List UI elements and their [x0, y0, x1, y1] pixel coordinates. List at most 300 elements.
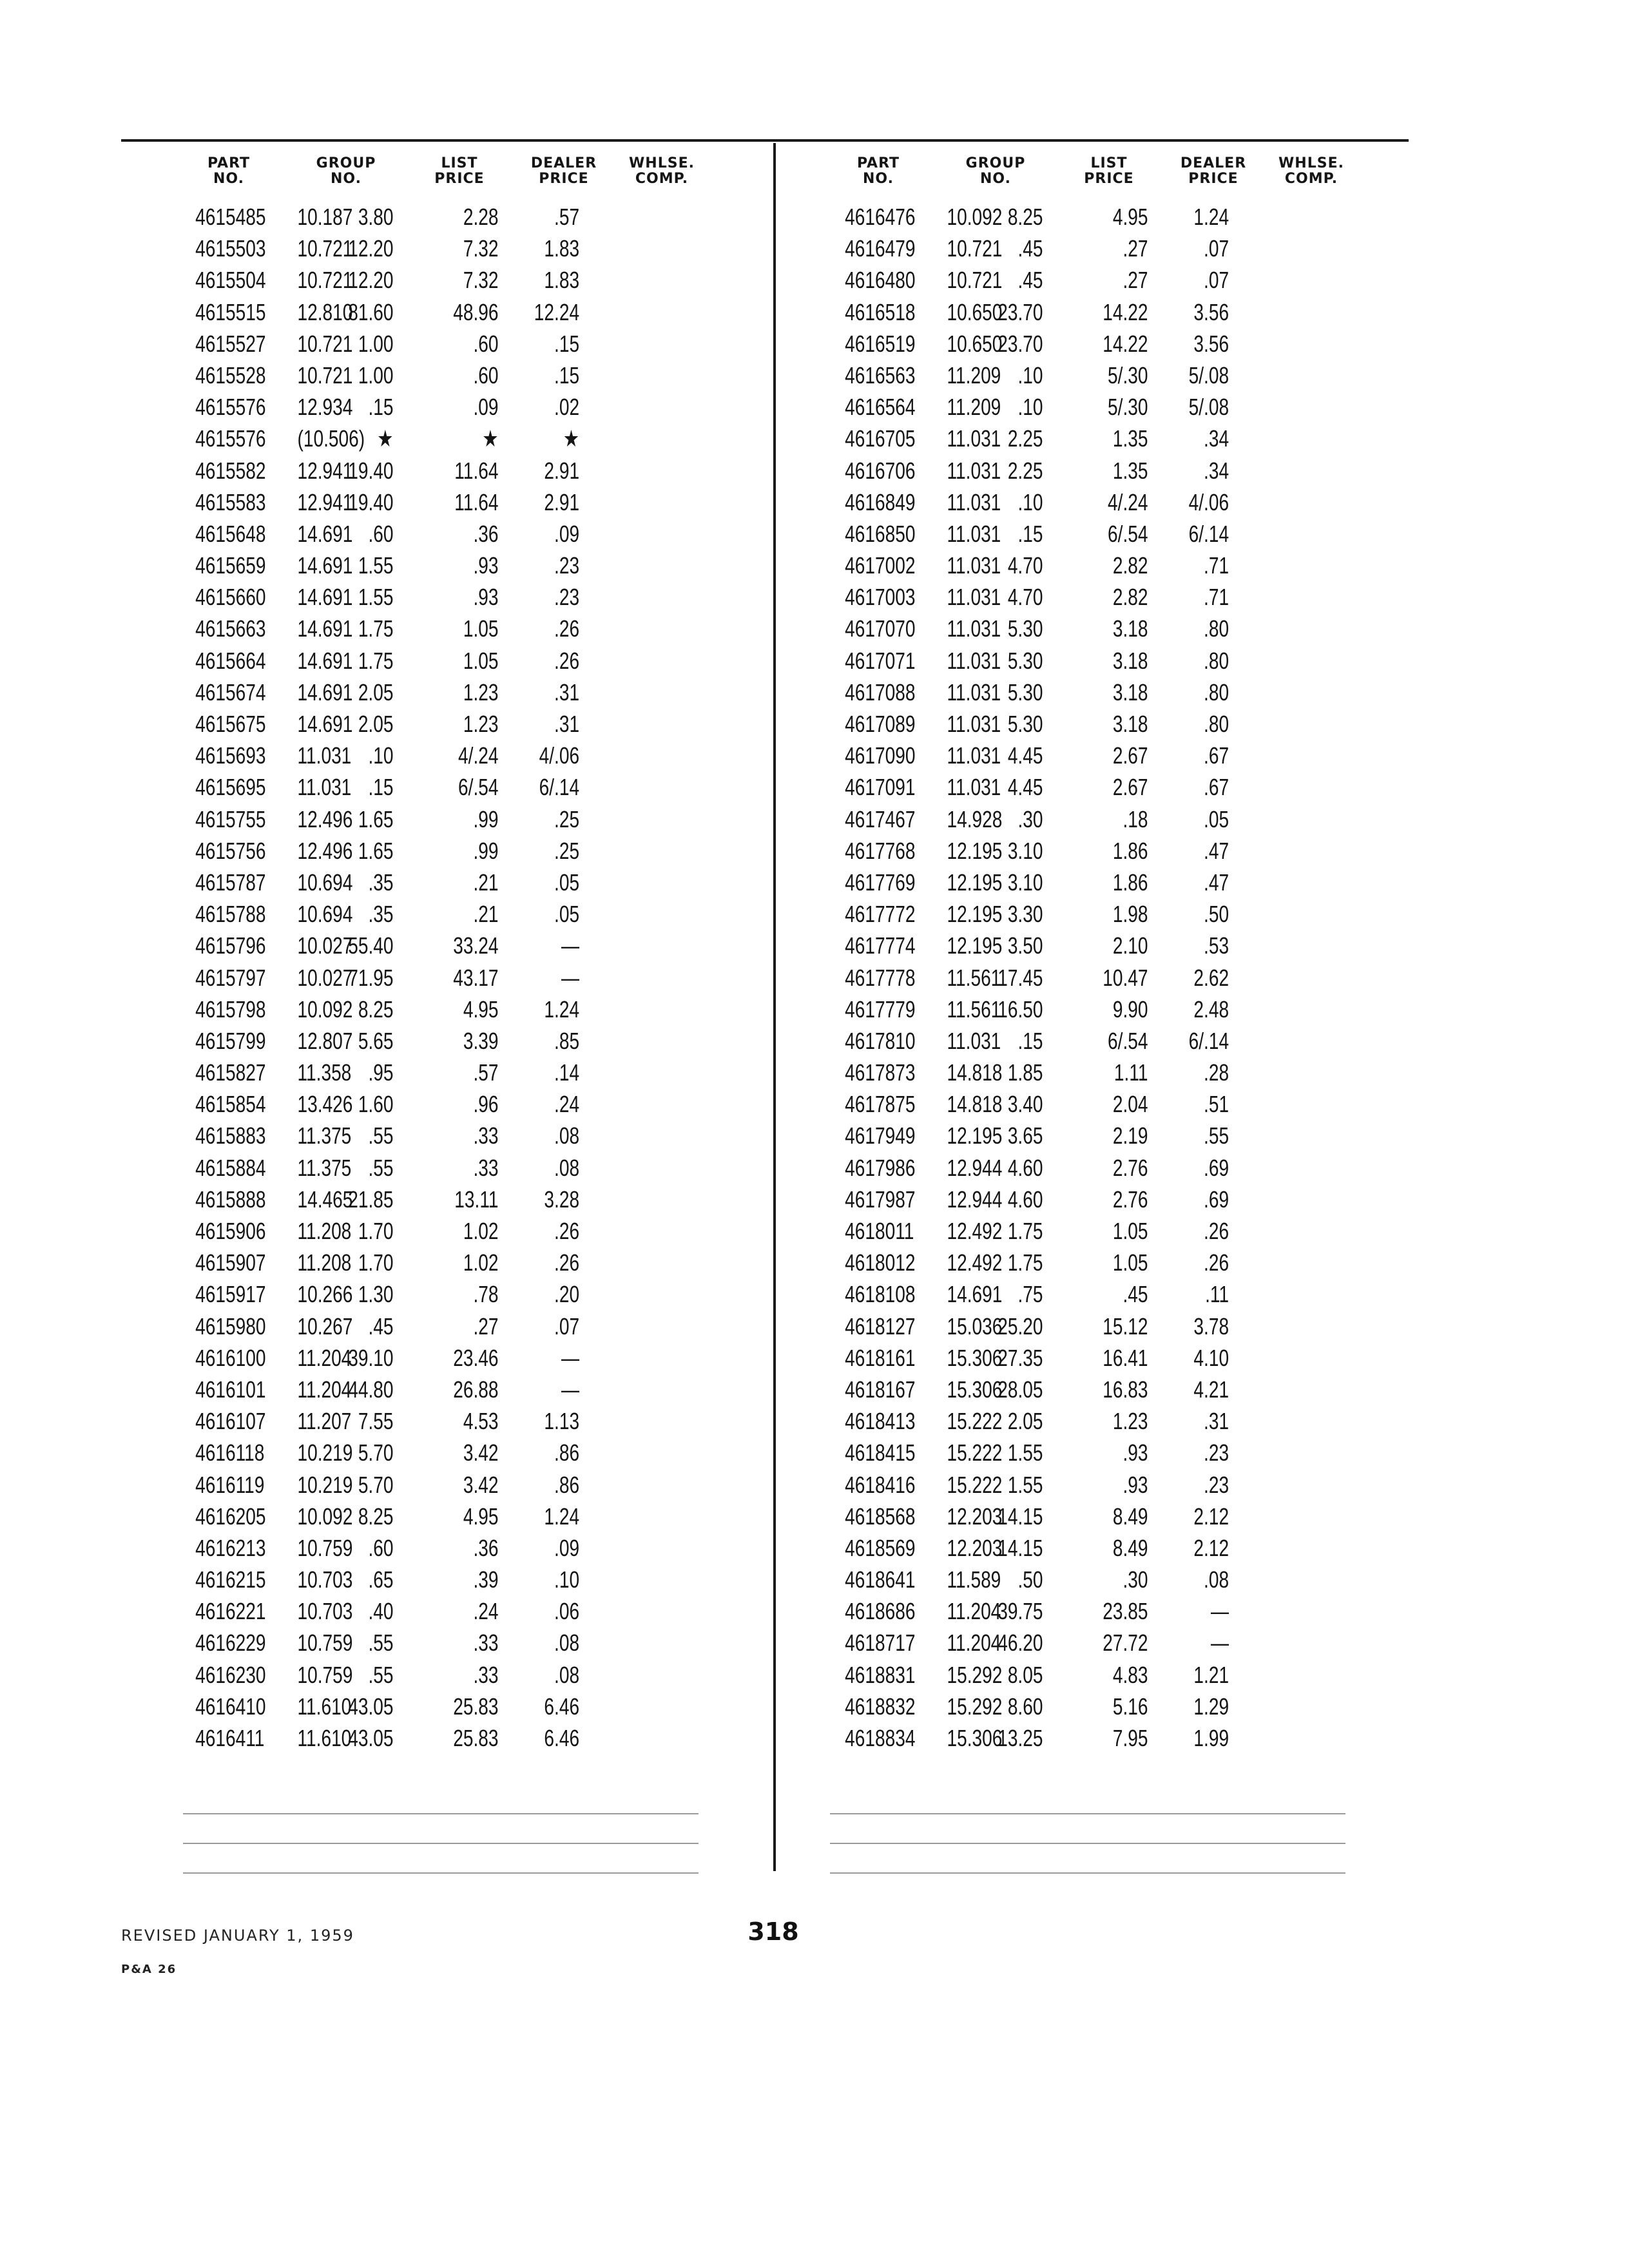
dealer-price-cell: 16.41: [1103, 1344, 1148, 1371]
whlse-comp-cell: ★: [563, 425, 580, 452]
dealer-price-cell: 1.23: [1112, 1408, 1148, 1435]
part-number-cell: 4616706: [845, 457, 916, 484]
list-price-cell: 3.50: [1007, 932, 1043, 959]
table-row: [184, 1184, 737, 1215]
part-number-cell: 4618568: [845, 1503, 916, 1530]
part-number-cell: 4616229: [195, 1629, 266, 1657]
part-number-cell: 4616480: [845, 267, 916, 294]
part-number-cell: 4617873: [845, 1059, 916, 1086]
part-number-cell: 4618834: [845, 1725, 916, 1751]
table-row: [184, 1278, 737, 1310]
table-row: [834, 962, 1387, 994]
list-price-cell: .55: [368, 1122, 394, 1149]
whlse-comp-cell: .25: [554, 805, 580, 832]
header-part-no: PART NO.: [207, 155, 251, 187]
table-row: [834, 1691, 1387, 1722]
part-number-cell: 4616564: [845, 394, 916, 421]
whlse-comp-cell: .08: [554, 1154, 580, 1181]
dealer-price-cell: .93: [1123, 1439, 1148, 1466]
group-number-cell: 15.306: [947, 1725, 1003, 1751]
form-code: P&A 26: [121, 1963, 177, 1976]
list-price-cell: 1.55: [358, 584, 394, 611]
whlse-comp-cell: .31: [554, 711, 580, 737]
group-number-cell: 11.358: [297, 1059, 352, 1086]
table-row: [834, 581, 1387, 613]
dealer-price-cell: ★: [482, 425, 499, 452]
list-price-cell: 4.70: [1007, 552, 1043, 579]
whlse-comp-cell: .80: [1204, 647, 1229, 674]
dealer-price-cell: 3.42: [463, 1439, 499, 1466]
list-price-cell: 19.40: [348, 488, 394, 515]
list-price-cell: 1.70: [358, 1218, 394, 1244]
list-price-cell: .35: [368, 901, 394, 928]
dealer-price-cell: 7.32: [463, 267, 499, 294]
dealer-price-cell: 5/.30: [1108, 394, 1148, 421]
table-row: [184, 233, 737, 264]
group-number-cell: 10.027: [297, 932, 353, 959]
group-number-cell: 12.195: [947, 1122, 1003, 1149]
whlse-comp-cell: .26: [1204, 1218, 1229, 1244]
part-number-cell: 4618011: [845, 1218, 914, 1244]
whlse-comp-cell: .10: [554, 1566, 580, 1593]
table-row: [184, 201, 737, 233]
list-price-cell: 46.20: [998, 1629, 1043, 1657]
list-price-cell: 8.25: [1007, 204, 1043, 230]
table-row: [184, 1564, 737, 1595]
list-price-cell: .95: [368, 1059, 394, 1086]
part-number-cell: 4617003: [845, 584, 916, 611]
dealer-price-cell: 4/.24: [1108, 488, 1148, 515]
group-number-cell: 12.203: [947, 1534, 1003, 1561]
whlse-comp-cell: 5/.08: [1188, 394, 1229, 421]
whlse-comp-cell: .25: [554, 837, 580, 864]
whlse-comp-cell: .26: [554, 615, 580, 642]
part-number-cell: 4616410: [195, 1693, 266, 1720]
table-row: [834, 1659, 1387, 1691]
dealer-price-cell: 2.82: [1112, 552, 1148, 579]
dealer-price-cell: 1.05: [1112, 1249, 1148, 1276]
whlse-comp-cell: .07: [1204, 235, 1229, 262]
table-row: [834, 1025, 1387, 1057]
dealer-price-cell: .21: [473, 901, 499, 928]
part-number-cell: 4615917: [195, 1281, 266, 1308]
dealer-price-cell: .57: [473, 1059, 499, 1086]
list-price-cell: 39.75: [998, 1598, 1043, 1625]
part-number-cell: 4615583: [195, 488, 266, 515]
group-number-cell: 11.031: [947, 584, 1001, 611]
table-row: [834, 264, 1387, 296]
whlse-comp-cell: 3.28: [544, 1186, 580, 1213]
part-number-cell: 4618641: [845, 1566, 916, 1593]
group-number-cell: 12.492: [947, 1218, 1003, 1244]
header-list-price: LIST PRICE: [1084, 155, 1134, 187]
table-row: [184, 360, 737, 391]
table-row: [184, 930, 737, 961]
whlse-comp-cell: 3.56: [1193, 330, 1229, 357]
table-row: [834, 1057, 1387, 1088]
whlse-comp-cell: .51: [1204, 1091, 1229, 1118]
dealer-price-cell: 3.18: [1112, 678, 1148, 706]
revision-date: REVISED JANUARY 1, 1959: [121, 1927, 354, 1945]
dealer-price-cell: .27: [1123, 267, 1148, 294]
whlse-comp-cell: .26: [554, 647, 580, 674]
group-number-cell: 10.694: [297, 869, 353, 896]
list-price-cell: .10: [368, 742, 394, 769]
dealer-price-cell: .18: [1123, 805, 1148, 832]
table-row: [834, 1437, 1387, 1468]
part-number-cell: 4615888: [195, 1186, 266, 1213]
list-price-cell: 43.05: [348, 1725, 394, 1751]
part-number-cell: 4615528: [195, 361, 266, 389]
group-number-cell: 11.031: [947, 711, 1001, 737]
table-row: [834, 1088, 1387, 1120]
list-price-cell: .75: [1017, 1281, 1043, 1308]
part-number-cell: 4615755: [195, 805, 266, 832]
dealer-price-cell: 3.18: [1112, 647, 1148, 674]
list-price-cell: 1.75: [1007, 1218, 1043, 1244]
group-number-cell: 11.031: [947, 425, 1001, 452]
table-row: [184, 898, 737, 930]
group-number-cell: 11.031: [297, 742, 352, 769]
list-price-cell: 4.60: [1007, 1154, 1043, 1181]
table-row: [834, 1469, 1387, 1501]
list-price-cell: .50: [1017, 1566, 1043, 1593]
left-price-table: [184, 143, 893, 1754]
whlse-comp-cell: 1.29: [1193, 1693, 1229, 1720]
dealer-price-cell: 2.19: [1112, 1122, 1148, 1149]
dealer-price-cell: 26.88: [453, 1376, 499, 1403]
dealer-price-cell: 7.32: [463, 235, 499, 262]
dealer-price-cell: .39: [473, 1566, 499, 1593]
group-number-cell: 11.610: [297, 1693, 352, 1720]
part-number-cell: 4616100: [195, 1344, 266, 1371]
whlse-comp-cell: 2.12: [1193, 1503, 1229, 1530]
group-number-cell: 15.306: [947, 1376, 1003, 1403]
list-price-cell: 1.75: [358, 647, 394, 674]
list-price-cell: 3.80: [358, 204, 394, 230]
list-price-cell: 1.30: [358, 1281, 394, 1308]
table-row: [834, 803, 1387, 835]
dealer-price-cell: .30: [1123, 1566, 1148, 1593]
group-number-cell: 13.426: [297, 1091, 353, 1118]
list-price-cell: 5.30: [1007, 647, 1043, 674]
whlse-comp-cell: .02: [554, 394, 580, 421]
table-row: [184, 1311, 737, 1342]
list-price-cell: 14.15: [998, 1534, 1043, 1561]
list-price-cell: 4.45: [1007, 742, 1043, 769]
group-number-cell: 12.496: [297, 837, 353, 864]
table-row: [834, 740, 1387, 771]
part-number-cell: 4617986: [845, 1154, 916, 1181]
list-price-cell: .10: [1017, 361, 1043, 389]
whlse-comp-cell: 1.99: [1193, 1725, 1229, 1751]
list-price-cell: 1.60: [358, 1091, 394, 1118]
group-number-cell: 11.031: [947, 678, 1001, 706]
group-number-cell: 11.031: [947, 520, 1001, 547]
dealer-price-cell: 5/.30: [1108, 361, 1148, 389]
whlse-comp-cell: .23: [1204, 1439, 1229, 1466]
dealer-price-cell: 4.95: [1112, 204, 1148, 230]
dealer-price-cell: .33: [473, 1122, 499, 1149]
group-number-cell: 12.944: [947, 1154, 1003, 1181]
whlse-comp-cell: 2.91: [544, 488, 580, 515]
list-price-cell: .15: [1017, 520, 1043, 547]
part-number-cell: 4617774: [845, 932, 916, 959]
table-row: [184, 1342, 737, 1374]
whlse-comp-cell: 1.13: [544, 1408, 580, 1435]
right-price-table: [834, 143, 1543, 1754]
list-price-cell: 19.40: [348, 457, 394, 484]
list-price-cell: 39.10: [348, 1344, 394, 1371]
dealer-price-cell: .99: [473, 837, 499, 864]
group-number-cell: 12.195: [947, 932, 1003, 959]
dealer-price-cell: 1.98: [1112, 901, 1148, 928]
table-row: [834, 486, 1387, 518]
list-price-cell: 27.35: [998, 1344, 1043, 1371]
part-number-cell: 4615883: [195, 1122, 266, 1149]
dealer-price-cell: .27: [473, 1312, 499, 1340]
group-number-cell: 11.207: [297, 1408, 352, 1435]
list-price-cell: .55: [368, 1154, 394, 1181]
group-number-cell: 15.222: [947, 1439, 1003, 1466]
dealer-price-cell: 2.10: [1112, 932, 1148, 959]
part-number-cell: 4615576: [195, 425, 266, 452]
group-number-cell: 14.818: [947, 1091, 1003, 1118]
table-row: [834, 994, 1387, 1025]
part-number-cell: 4615827: [195, 1059, 266, 1086]
dealer-price-cell: 7.95: [1112, 1725, 1148, 1751]
dealer-price-cell: .45: [1123, 1281, 1148, 1308]
part-number-cell: 4615659: [195, 552, 266, 579]
part-number-cell: 4615675: [195, 711, 266, 737]
table-row: [834, 1311, 1387, 1342]
list-price-cell: 23.70: [998, 298, 1043, 325]
part-number-cell: 4615907: [195, 1249, 266, 1276]
group-number-cell: 11.561: [947, 995, 1001, 1023]
dealer-price-cell: 1.11: [1113, 1059, 1148, 1086]
header-whlse-comp: WHLSE. COMP.: [1278, 155, 1344, 187]
list-price-cell: .15: [368, 394, 394, 421]
list-price-cell: 2.05: [358, 711, 394, 737]
dealer-price-cell: 8.49: [1112, 1534, 1148, 1561]
table-row: [184, 1722, 737, 1754]
whlse-comp-cell: .67: [1204, 742, 1229, 769]
list-price-cell: 55.40: [348, 932, 394, 959]
table-row: [184, 264, 737, 296]
table-row: [184, 296, 737, 328]
whlse-comp-cell: 4.10: [1193, 1344, 1229, 1371]
group-number-cell: 14.691: [297, 711, 353, 737]
whlse-comp-cell: 1.21: [1193, 1661, 1229, 1688]
dealer-price-cell: 33.24: [453, 932, 499, 959]
part-number-cell: 4615799: [195, 1027, 266, 1054]
part-number-cell: 4618127: [845, 1312, 916, 1340]
table-row: [184, 391, 737, 423]
list-price-cell: 43.05: [348, 1693, 394, 1720]
table-row: [184, 613, 737, 644]
dealer-price-cell: 14.22: [1103, 298, 1148, 325]
table-row: [184, 1247, 737, 1278]
part-number-cell: 4617090: [845, 742, 916, 769]
whlse-comp-cell: .80: [1204, 615, 1229, 642]
whlse-comp-cell: .05: [554, 901, 580, 928]
dealer-price-cell: 1.05: [463, 647, 499, 674]
dealer-price-cell: 6/.54: [1108, 1027, 1148, 1054]
table-row: [834, 1501, 1387, 1532]
table-row: [834, 613, 1387, 644]
group-number-cell: 12.944: [947, 1186, 1003, 1213]
dealer-price-cell: 4.53: [463, 1408, 499, 1435]
whlse-comp-cell: .14: [554, 1059, 580, 1086]
header-whlse-comp: WHLSE. COMP.: [629, 155, 695, 187]
dealer-price-cell: 6/.54: [458, 774, 499, 801]
whlse-comp-cell: .34: [1204, 425, 1229, 452]
table-row: [184, 835, 737, 867]
part-number-cell: 4616705: [845, 425, 916, 452]
part-number-cell: 4615503: [195, 235, 266, 262]
dealer-price-cell: 9.90: [1112, 995, 1148, 1023]
whlse-comp-cell: 3.56: [1193, 298, 1229, 325]
header-list-price: LIST PRICE: [434, 155, 485, 187]
dealer-price-cell: 3.39: [463, 1027, 499, 1054]
part-number-cell: 4617772: [845, 901, 916, 928]
table-row: [834, 867, 1387, 898]
list-price-cell: 12.20: [348, 235, 394, 262]
table-row: [184, 1691, 737, 1722]
list-price-cell: 12.20: [348, 267, 394, 294]
list-price-cell: 1.55: [358, 552, 394, 579]
group-number-cell: 14.691: [297, 520, 353, 547]
group-number-cell: 11.031: [297, 774, 352, 801]
part-number-cell: 4616563: [845, 361, 916, 389]
list-price-cell: 8.25: [358, 995, 394, 1023]
table-row: [184, 455, 737, 486]
whlse-comp-cell: 2.12: [1193, 1534, 1229, 1561]
table-row: [834, 1152, 1387, 1184]
table-row: [184, 994, 737, 1025]
part-number-cell: 4615693: [195, 742, 266, 769]
list-price-cell: ★: [377, 425, 394, 452]
dealer-price-cell: 23.46: [453, 1344, 499, 1371]
whlse-comp-cell: 3.78: [1193, 1312, 1229, 1340]
part-number-cell: 4618416: [845, 1471, 916, 1498]
list-price-cell: 5.30: [1007, 711, 1043, 737]
list-price-cell: .45: [1017, 267, 1043, 294]
part-number-cell: 4618717: [845, 1629, 916, 1657]
whlse-comp-cell: .23: [554, 584, 580, 611]
list-price-cell: .30: [1017, 805, 1043, 832]
part-number-cell: 4618832: [845, 1693, 916, 1720]
table-row: [184, 1215, 737, 1247]
dealer-price-cell: 4/.24: [458, 742, 499, 769]
table-row: [834, 233, 1387, 264]
dealer-price-cell: 2.76: [1112, 1154, 1148, 1181]
group-number-cell: 11.204: [297, 1376, 352, 1403]
part-number-cell: 4617949: [845, 1122, 916, 1149]
list-price-cell: 17.45: [998, 964, 1043, 991]
table-row: [834, 296, 1387, 328]
list-price-cell: .10: [1017, 488, 1043, 515]
list-price-cell: 5.30: [1007, 615, 1043, 642]
group-number-cell: 15.292: [947, 1661, 1003, 1688]
whlse-comp-cell: .20: [554, 1281, 580, 1308]
top-rule: [121, 139, 1409, 142]
dealer-price-cell: 1.05: [463, 615, 499, 642]
right-column-headers: [834, 143, 1543, 201]
table-row: [834, 1374, 1387, 1405]
group-number-cell: 12.195: [947, 837, 1003, 864]
header-group-no: GROUP NO.: [316, 155, 376, 187]
whlse-comp-cell: .57: [554, 204, 580, 230]
group-number-cell: 10.721: [947, 235, 1003, 262]
table-row: [834, 455, 1387, 486]
list-price-cell: 44.80: [348, 1376, 394, 1403]
list-price-cell: 7.55: [358, 1408, 394, 1435]
table-row: [184, 1659, 737, 1691]
dealer-price-cell: 23.85: [1103, 1598, 1148, 1625]
whlse-comp-cell: —: [561, 1376, 580, 1403]
dealer-price-cell: 5.16: [1112, 1693, 1148, 1720]
table-row: [834, 708, 1387, 740]
part-number-cell: 4615798: [195, 995, 266, 1023]
dealer-price-cell: 1.02: [463, 1218, 499, 1244]
dealer-price-cell: 1.23: [463, 711, 499, 737]
group-number-cell: 12.941: [297, 488, 353, 515]
whlse-comp-cell: .31: [554, 678, 580, 706]
part-number-cell: 4618161: [845, 1344, 916, 1371]
group-number-cell: 10.650: [947, 330, 1003, 357]
whlse-comp-cell: .31: [1204, 1408, 1229, 1435]
table-row: [834, 550, 1387, 581]
whlse-comp-cell: .09: [554, 520, 580, 547]
whlse-comp-cell: .15: [554, 361, 580, 389]
dealer-price-cell: 1.02: [463, 1249, 499, 1276]
dealer-price-cell: 13.11: [454, 1186, 499, 1213]
table-row: [184, 1120, 737, 1151]
right-table-body: [834, 201, 1543, 1754]
table-row: [834, 391, 1387, 423]
dealer-price-cell: 16.83: [1103, 1376, 1148, 1403]
table-row: [834, 835, 1387, 867]
group-number-cell: 10.267: [297, 1312, 353, 1340]
whlse-comp-cell: —: [561, 1344, 580, 1371]
whlse-comp-cell: .34: [1204, 457, 1229, 484]
group-number-cell: 14.691: [297, 615, 353, 642]
group-number-cell: 14.691: [297, 647, 353, 674]
table-row: [834, 1405, 1387, 1437]
list-price-cell: 8.25: [358, 1503, 394, 1530]
whlse-comp-cell: .11: [1205, 1281, 1229, 1308]
table-row: [184, 1469, 737, 1501]
whlse-comp-cell: .05: [1204, 805, 1229, 832]
list-price-cell: .60: [368, 520, 394, 547]
part-number-cell: 4617091: [845, 774, 916, 801]
whlse-comp-cell: —: [1211, 1598, 1229, 1625]
group-number-cell: 10.721: [947, 267, 1003, 294]
group-number-cell: 10.266: [297, 1281, 353, 1308]
table-row: [184, 1405, 737, 1437]
table-row: [184, 1501, 737, 1532]
part-number-cell: 4617987: [845, 1186, 916, 1213]
dealer-price-cell: 1.86: [1112, 869, 1148, 896]
table-row: [184, 1088, 737, 1120]
part-number-cell: 4615504: [195, 267, 266, 294]
part-number-cell: 4618415: [845, 1439, 916, 1466]
dealer-price-cell: 2.76: [1112, 1186, 1148, 1213]
part-number-cell: 4615674: [195, 678, 266, 706]
whlse-comp-cell: .71: [1204, 552, 1229, 579]
table-row: [184, 1595, 737, 1627]
